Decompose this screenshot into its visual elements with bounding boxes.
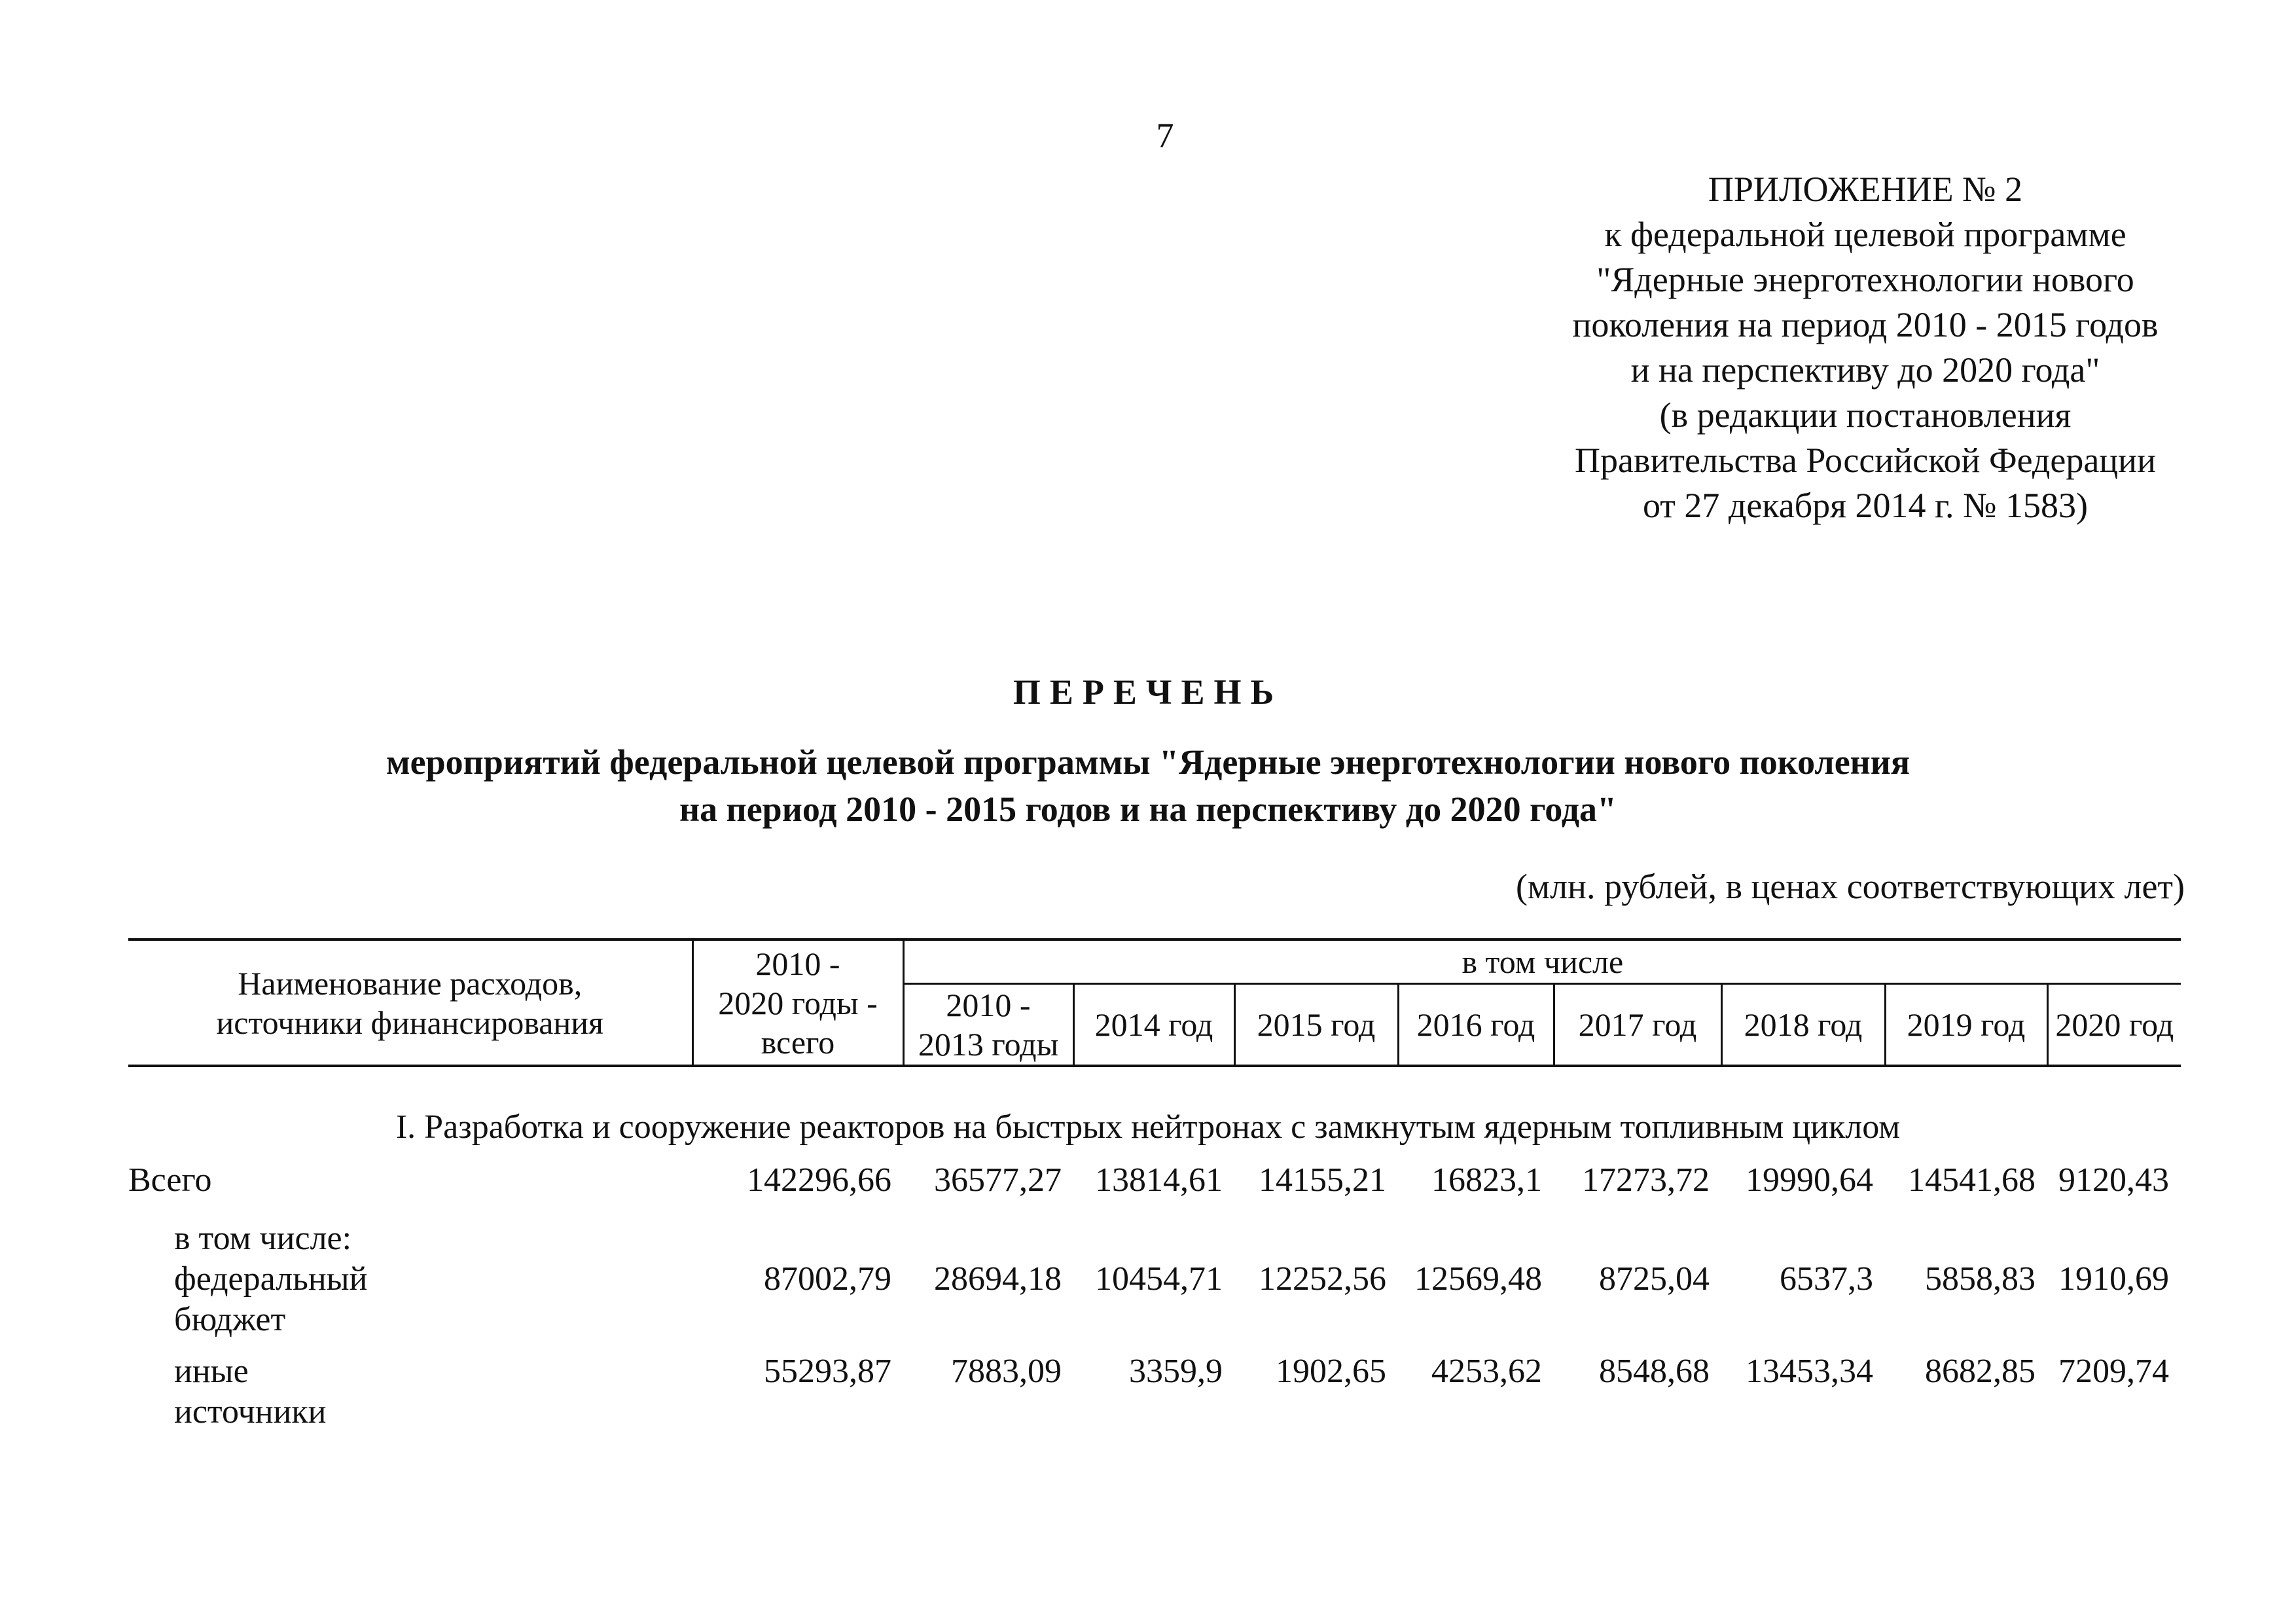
appendix-line: от 27 декабря 2014 г. № 1583) xyxy=(1642,486,2089,525)
cell-2020: 1910,69 xyxy=(2058,1260,2169,1298)
header-group-label: в том числе xyxy=(903,939,2181,984)
header-year-2014: 2014 год xyxy=(1073,984,1234,1067)
header-total-line: 2020 годы - xyxy=(718,984,878,1021)
table-row-total xyxy=(128,1160,2181,1214)
cell-2018: 6537,3 xyxy=(1780,1260,1873,1298)
table-header xyxy=(128,938,2181,1067)
appendix-line: поколения на период 2010 - 2015 годов xyxy=(1572,305,2159,344)
cell-2018: 13453,34 xyxy=(1746,1353,1873,1390)
header-name-column xyxy=(128,939,692,1066)
header-name-line: источники финансирования xyxy=(216,1004,604,1041)
header-period-line: 2013 годы xyxy=(918,1026,1059,1063)
header-year-2015: 2015 год xyxy=(1234,984,1398,1067)
appendix-block xyxy=(1505,167,2225,528)
cell-2019: 14541,68 xyxy=(1908,1161,2036,1199)
page-number: 7 xyxy=(1156,116,1174,155)
cell-2017: 8548,68 xyxy=(1599,1353,1710,1390)
table-body xyxy=(128,1160,2181,1432)
section-heading: I. Разработка и сооружение реакторов на быстрых нейтронах с замкнутым ядерным топливным циклом xyxy=(395,1108,1901,1146)
cell-2014: 3359,9 xyxy=(1129,1353,1223,1390)
cell-total: 142296,66 xyxy=(747,1161,891,1199)
appendix-line: (в редакции постановления xyxy=(1659,395,2072,435)
cell-2020: 9120,43 xyxy=(2058,1161,2169,1199)
row-label-line: бюджет xyxy=(174,1301,286,1338)
units-note: (млн. рублей, в ценах соответствующих лет) xyxy=(1515,867,2185,906)
table-row-other-sources xyxy=(128,1345,2181,1432)
cell-total: 87002,79 xyxy=(764,1260,891,1298)
cell-2015: 14155,21 xyxy=(1259,1161,1386,1199)
row-label xyxy=(128,1214,692,1345)
cell-2014: 13814,61 xyxy=(1095,1161,1223,1199)
subtitle-line-2: на период 2010 - 2015 годов и на перспективу до 2020 года" xyxy=(679,790,1617,829)
header-total-line: всего xyxy=(761,1023,835,1061)
cell-2010-2013: 36577,27 xyxy=(934,1161,1062,1199)
cell-2016: 12569,48 xyxy=(1414,1260,1542,1298)
cell-2019: 8682,85 xyxy=(1925,1353,2036,1390)
row-label: Всего xyxy=(128,1161,212,1199)
cell-2017: 8725,04 xyxy=(1599,1260,1710,1298)
cell-2018: 19990,64 xyxy=(1746,1161,1873,1199)
document-title: ПЕРЕЧЕНЬ xyxy=(1013,672,1283,712)
row-label-line: источники xyxy=(174,1393,327,1431)
cell-2014: 10454,71 xyxy=(1095,1260,1223,1298)
cell-2010-2013: 28694,18 xyxy=(934,1260,1062,1298)
document-subtitle xyxy=(0,739,2296,833)
row-label-line: в том числе: xyxy=(174,1220,352,1257)
appendix-line: к федеральной целевой программе xyxy=(1604,215,2126,254)
header-year-2020: 2020 год xyxy=(2047,984,2181,1067)
appendix-line: Правительства Российской Федерации xyxy=(1575,441,2156,480)
cell-2017: 17273,72 xyxy=(1582,1161,1710,1199)
cell-2019: 5858,83 xyxy=(1925,1260,2036,1298)
header-year-2017: 2017 год xyxy=(1554,984,1721,1067)
row-label xyxy=(128,1345,692,1432)
cell-2015: 12252,56 xyxy=(1259,1260,1386,1298)
cell-2020: 7209,74 xyxy=(2058,1353,2169,1390)
cell-2010-2013: 7883,09 xyxy=(951,1353,1062,1390)
header-year-2018: 2018 год xyxy=(1721,984,1885,1067)
header-year-2019: 2019 год xyxy=(1885,984,2047,1067)
header-period-line: 2010 - xyxy=(946,987,1031,1023)
row-label-line: иные xyxy=(174,1353,249,1390)
header-name-line: Наименование расходов, xyxy=(238,964,583,1002)
cell-2015: 1902,65 xyxy=(1276,1353,1386,1390)
appendix-line: ПРИЛОЖЕНИЕ № 2 xyxy=(1708,170,2023,209)
row-label-line: федеральный xyxy=(174,1260,368,1298)
cell-2016: 4253,62 xyxy=(1431,1353,1542,1390)
table-row-federal-budget xyxy=(128,1214,2181,1345)
cell-2016: 16823,1 xyxy=(1431,1161,1542,1199)
cell-total: 55293,87 xyxy=(764,1353,891,1390)
subtitle-line-1: мероприятий федеральной целевой программы "Ядерные энерготехнологии нового поколения xyxy=(386,742,1910,782)
header-total-line: 2010 - xyxy=(755,945,840,982)
appendix-line: "Ядерные энерготехнологии нового xyxy=(1596,260,2134,299)
header-period-column xyxy=(903,984,1073,1067)
header-year-2016: 2016 год xyxy=(1398,984,1554,1067)
appendix-line: и на перспективу до 2020 года" xyxy=(1630,350,2100,390)
header-total-column xyxy=(692,939,903,1066)
